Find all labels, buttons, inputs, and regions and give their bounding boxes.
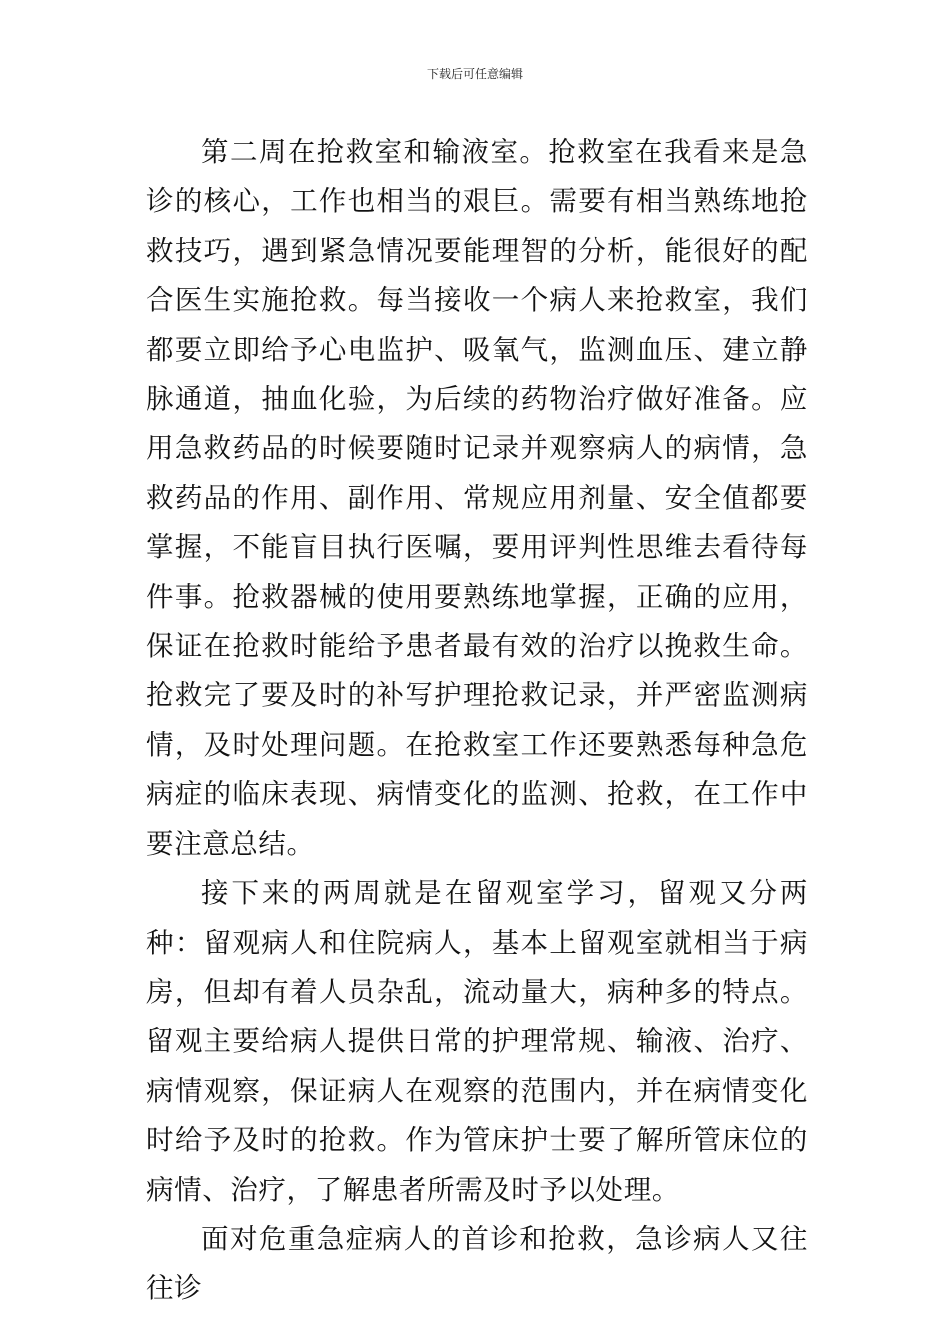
paragraph-rescue-room: 第二周在抢救室和输液室。抢救室在我看来是急诊的核心，工作也相当的艰巨。需要有相当熟练地抢救技巧，遇到紧急情况要能理智的分析，能很好的配合医生实施抢救。每当接收一个病人来抢救室，我们都要立即给予心电监护、吸氧气，监测血压、建立静脉通道，抽血化验，为后续的药物治疗做好准备。应用急救药品的时候要随时记录并观察病人的病情，急救药品的作用、副作用、常规应用剂量、安全值都要掌握，不能盲目执行医嘱，要用评判性思维去看待每件事。抢救器械的使用要熟练地掌握，正确的应用，保证在抢救时能给予患者最有效的治疗以挽救生命。抢救完了要及时的补写护理抢救记录，并严密监测病情，及时处理问题。在抢救室工作还要熟悉每种急危病症的临床表现、病情变化的监测、抢救，在工作中要注意总结。 <box>146 136 808 860</box>
header-note: 下载后可任意编辑 <box>426 67 523 81</box>
paragraph-critical-patients: 面对危重急症病人的首诊和抢救，急诊病人又往往诊 <box>146 1222 808 1305</box>
paragraph-observation-room: 接下来的两周就是在留观室学习，留观又分两种：留观病人和住院病人，基本上留观室就相当于病房，但却有着人员杂乱，流动量大，病种多的特点。留观主要给病人提供日常的护理常规、输液、治疗、病情观察，保证病人在观察的范围内，并在病情变化时给予及时的抢救。作为管床护士要了解所管床位的病情、治疗，了解患者所需及时予以处理。 <box>146 877 808 1206</box>
body-text <box>146 128 808 1314</box>
